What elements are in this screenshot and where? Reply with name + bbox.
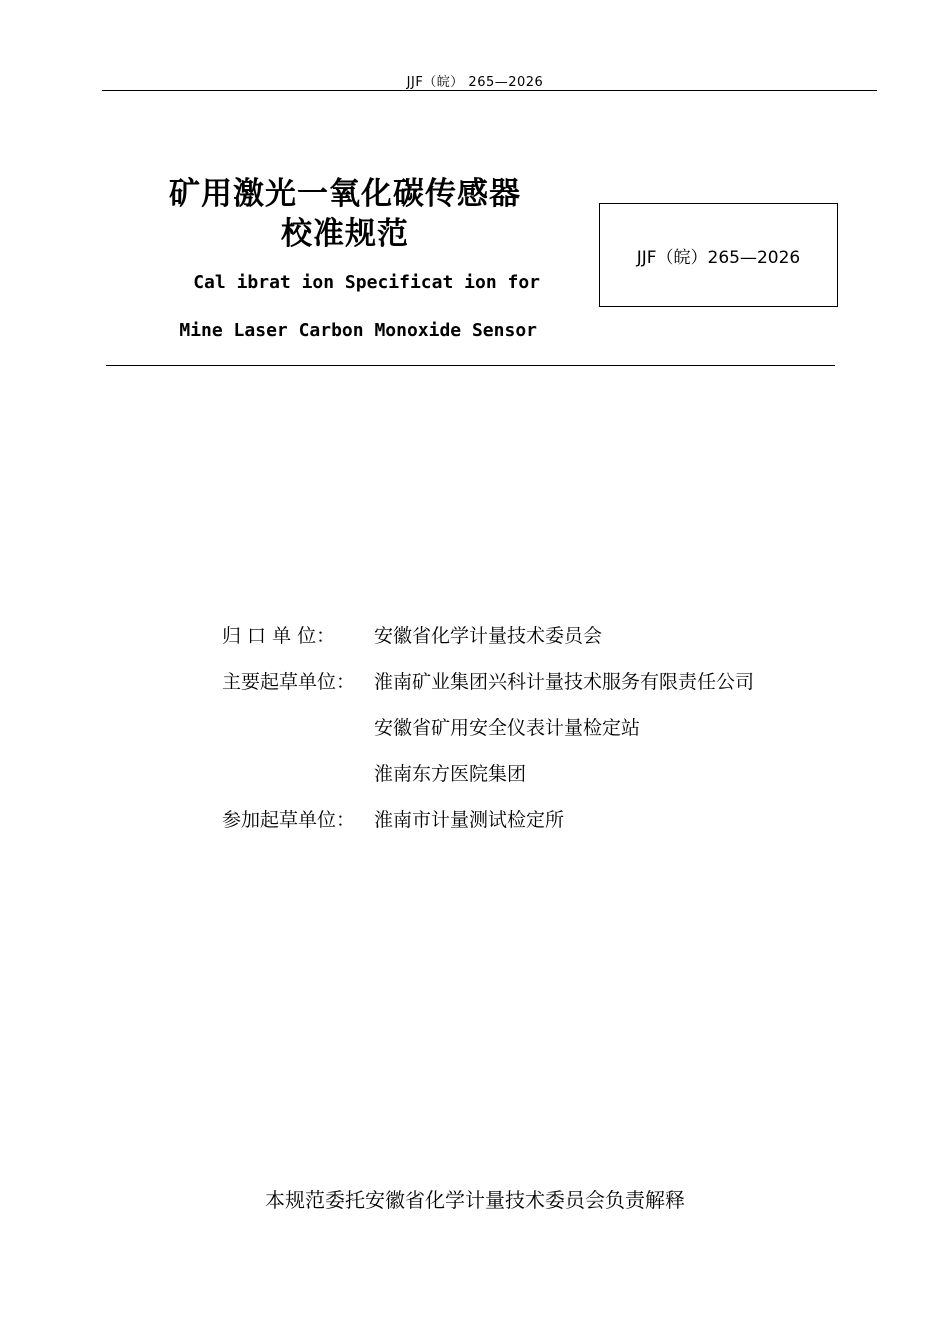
main-drafting-row xyxy=(222,758,754,804)
title-zh-line1: 矿用激光一氧化碳传感器 xyxy=(169,176,521,212)
header-divider xyxy=(102,90,877,91)
main-drafting-row xyxy=(222,712,754,758)
participating-unit-value: 淮南市计量测试检定所 xyxy=(374,809,565,831)
interpretation-note: 本规范委托安徽省化学计量技术委员会负责解释 xyxy=(265,1188,685,1212)
title-zh-line2: 校准规范 xyxy=(281,216,409,252)
main-drafting-label: 主要起草单位： xyxy=(222,671,356,693)
drafting-units xyxy=(222,620,754,850)
title-divider xyxy=(106,365,835,366)
title-block xyxy=(130,174,560,254)
participating-unit-label: 参加起草单位： xyxy=(222,809,356,831)
header-standard-code: JJF（皖） 265—2026 xyxy=(406,75,544,90)
participating-unit-row xyxy=(222,804,754,850)
standard-code-box xyxy=(599,203,838,307)
title-en-line2: Mine Laser Carbon Monoxide Sensor xyxy=(179,320,537,341)
responsible-unit-row xyxy=(222,620,754,666)
main-drafting-value: 淮南东方医院集团 xyxy=(374,763,527,785)
standard-code-text: JJF（皖）265—2026 xyxy=(636,247,801,268)
main-drafting-value: 安徽省矿用安全仪表计量检定站 xyxy=(374,717,641,739)
responsible-unit-label: 归 口 单 位： xyxy=(222,625,336,647)
main-drafting-row xyxy=(222,666,754,712)
title-en-line1: Cal ibrat ion Specificat ion for xyxy=(193,272,540,293)
responsible-unit-value: 安徽省化学计量技术委员会 xyxy=(374,625,603,647)
main-drafting-value: 淮南矿业集团兴科计量技术服务有限责任公司 xyxy=(374,671,755,693)
